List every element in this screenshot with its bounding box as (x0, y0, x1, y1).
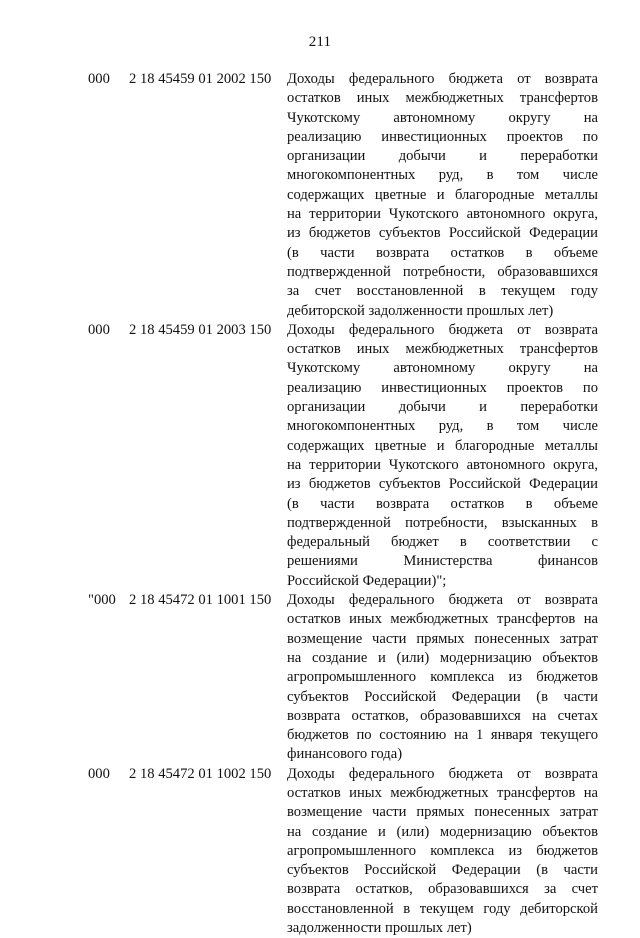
entry-description (287, 591, 598, 765)
description-line: финансового года) (287, 746, 403, 763)
kbk-code: 2 18 45472 01 1001 150 (129, 592, 272, 609)
admin-code: "000 (88, 592, 116, 609)
description-line: субъектов Российской Федерации (в части (287, 862, 598, 879)
description-line: Доходы федерального бюджета от возврата (287, 592, 598, 609)
description-line: из бюджетов субъектов Российской Федерации (287, 476, 598, 493)
description-line: возмещение части прямых понесенных затрат (287, 804, 598, 821)
description-line: многокомпонентных руд, в том числе (287, 167, 598, 184)
kbk-code: 2 18 45472 01 1002 150 (129, 765, 272, 782)
entry-description (287, 70, 598, 321)
description-line: Доходы федерального бюджета от возврата (287, 71, 598, 87)
budget-code-entry (0, 591, 640, 765)
description-line: бюджетов по состоянию на 1 января текущего (287, 727, 598, 744)
budget-code-entry (0, 765, 640, 938)
description-line: субъектов Российской Федерации (в части (287, 688, 598, 705)
description-line: дебиторской задолженности прошлых лет) (287, 302, 554, 319)
description-line: (в части возврата остатков в объеме (287, 495, 598, 512)
description-line: многокомпонентных руд, в том числе (287, 418, 598, 435)
description-line: решениями Министерства финансов (287, 553, 598, 570)
description-line: на территории Чукотского автономного округа, (287, 456, 598, 473)
admin-code: 000 (88, 71, 110, 87)
description-line: Российской Федерации)"; (287, 572, 447, 589)
admin-code: 000 (88, 321, 110, 338)
description-line: остатков иных межбюджетных трансфертов на (287, 784, 598, 801)
budget-code-entry (0, 70, 640, 321)
description-line: агропромышленного комплекса из бюджетов (287, 842, 598, 859)
description-line: возврата остатков, образовавшихся за счет (287, 881, 598, 898)
entry-description (287, 321, 598, 591)
description-line: реализацию инвестиционных проектов по (287, 128, 598, 145)
budget-code-entry (0, 321, 640, 591)
description-line: подтвержденной потребности, образовавшихся (287, 263, 598, 280)
description-line: на территории Чукотского автономного округа, (287, 206, 598, 223)
description-line: за счет восстановленной в текущем году (287, 283, 598, 300)
description-line: остатков иных межбюджетных трансфертов (287, 90, 598, 107)
description-line: Чукотскому автономному округу на (287, 109, 598, 126)
description-line: реализацию инвестиционных проектов по (287, 379, 598, 396)
description-line: организации добычи и переработки (287, 399, 598, 416)
description-line: возврата остатков, образовавшихся на счетах (287, 707, 598, 724)
description-line: федеральный бюджет в соответствии с (287, 534, 598, 551)
description-line: (в части возврата остатков в объеме (287, 244, 598, 261)
description-line: Доходы федерального бюджета от возврата (287, 321, 598, 338)
description-line: задолженности прошлых лет) (287, 920, 472, 937)
page-number: 211 (308, 34, 332, 50)
description-line: остатков иных межбюджетных трансфертов на (287, 611, 598, 628)
description-line: на создание и (или) модернизацию объектов (287, 823, 598, 840)
admin-code: 000 (88, 765, 110, 782)
budget-code-list (0, 70, 640, 938)
description-line: на создание и (или) модернизацию объектов (287, 649, 598, 666)
description-line: содержащих цветные и благородные металлы (287, 437, 598, 454)
description-line: Доходы федерального бюджета от возврата (287, 765, 598, 782)
kbk-code: 2 18 45459 01 2003 150 (129, 321, 272, 338)
description-line: содержащих цветные и благородные металлы (287, 186, 598, 203)
description-line: организации добычи и переработки (287, 148, 598, 165)
description-line: восстановленной в текущем году дебиторской (287, 900, 598, 917)
description-line: из бюджетов субъектов Российской Федерации (287, 225, 598, 242)
description-line: возмещение части прямых понесенных затрат (287, 630, 598, 647)
kbk-code: 2 18 45459 01 2002 150 (129, 71, 272, 87)
description-line: Чукотскому автономному округу на (287, 360, 598, 377)
description-line: подтвержденной потребности, взысканных в (287, 514, 598, 531)
description-line: остатков иных межбюджетных трансфертов (287, 341, 598, 358)
description-line: агропромышленного комплекса из бюджетов (287, 669, 598, 686)
entry-description (287, 765, 598, 938)
